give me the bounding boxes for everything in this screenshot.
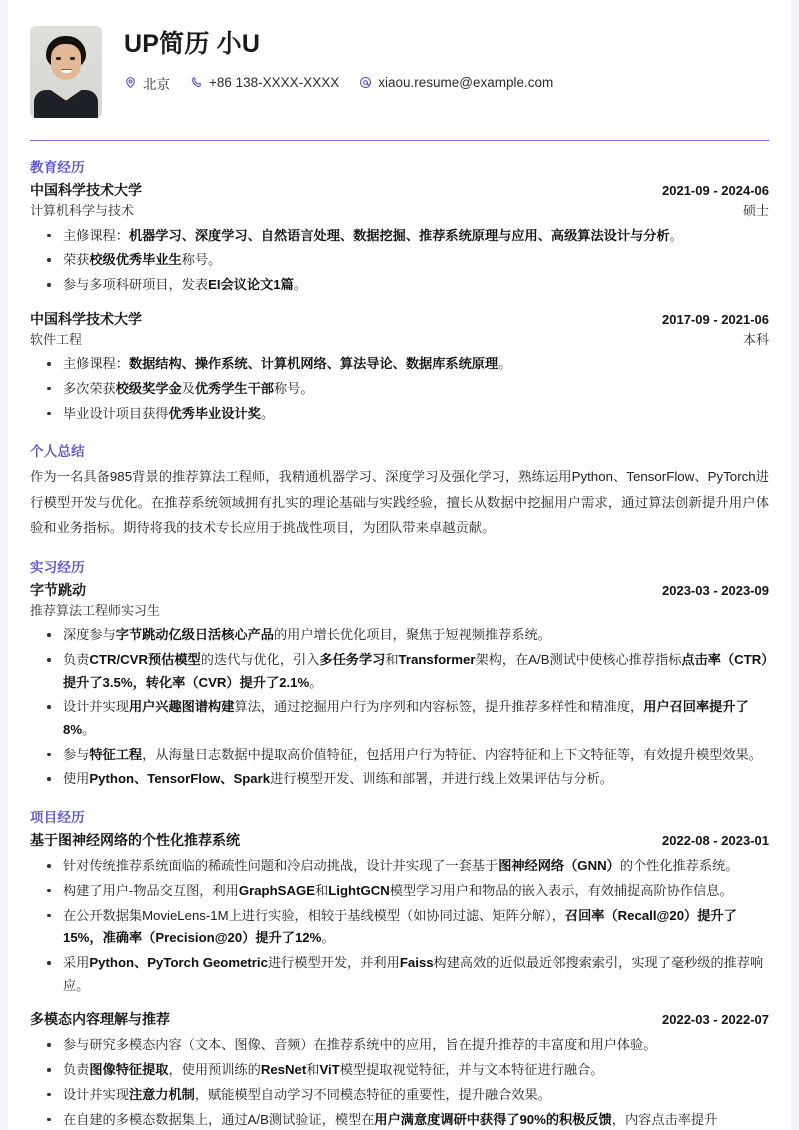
entry-role: 推荐算法工程师实习生 (30, 602, 161, 618)
section-title: 项目经历 (30, 810, 85, 826)
bullet-item: 多次荣获校级奖学金及优秀学生干部称号。 (30, 378, 769, 401)
entry-date: 2022-03 - 2022-07 (662, 1012, 769, 1028)
entry-date: 2023-03 - 2023-09 (662, 582, 769, 598)
bullet-list (30, 353, 769, 425)
bullet-item: 主修课程：机器学习、深度学习、自然语言处理、数据挖掘、推荐系统原理与应用、高级算法设计与分析。 (30, 225, 769, 248)
summary-paragraph: 作为一名具备985背景的推荐算法工程师，我精通机器学习、深度学习及强化学习，熟练运用Python、TensorFlow、PyTorch进行模型开发与优化。在推荐系统领域拥有扎实的理论基础与实践经验，擅长从数据中挖掘用户需求，通过算法创新提升用户体验和业务指标。期待将我的技术专长应用于挑战性项目，为团队带来卓越贡献。 (30, 469, 769, 536)
section-education (30, 156, 769, 425)
section-internship (30, 556, 769, 791)
entry (30, 1009, 769, 1130)
entry-org: 多模态内容理解与推荐 (30, 1011, 170, 1028)
entry-degree: 本科 (742, 331, 769, 347)
section-title: 个人总结 (30, 444, 85, 460)
entry-header-row (30, 309, 769, 330)
avatar-eye-right (70, 57, 75, 60)
entry-date: 2017-09 - 2021-06 (662, 311, 769, 327)
at-email-icon (359, 76, 372, 89)
entry-header-row (30, 830, 769, 851)
avatar (30, 26, 102, 118)
bullet-item: 参与研究多模态内容（文本、图像、音频）在推荐系统中的应用，旨在提升推荐的丰富度和用户体验。 (30, 1034, 769, 1057)
entry-date: 2021-09 - 2024-06 (662, 183, 769, 198)
candidate-name: UP简历 小U (124, 30, 261, 58)
bullet-list (30, 225, 769, 297)
bullet-item: 参与多项科研项目，发表EI会议论文1篇。 (30, 274, 769, 297)
bullet-item: 针对传统推荐系统面临的稀疏性问题和冷启动挑战，设计并实现了一套基于图神经网络（GNN）的个性化推荐系统。 (30, 855, 769, 878)
bullet-list (30, 624, 769, 791)
bullet-item: 主修课程：数据结构、操作系统、计算机网络、算法导论、数据库系统原理。 (30, 353, 769, 376)
section-title: 实习经历 (30, 559, 85, 575)
entry (30, 180, 769, 297)
bullet-item: 在公开数据集MovieLens-1M上进行实验，相较于基线模型（如协同过滤、矩阵分解），召回率（Recall@20）提升了15%，准确率（Precision@20）提升了12%。 (30, 905, 769, 950)
contact-email-value: xiaou.resume@example.com (378, 75, 554, 91)
entry-org: 中国科学技术大学 (30, 310, 142, 327)
entry-degree: 硕士 (742, 203, 769, 218)
bullet-item: 设计并实现注意力机制，赋能模型自动学习不同模态特征的重要性，提升融合效果。 (30, 1084, 769, 1107)
entry (30, 830, 769, 997)
avatar-face (51, 44, 81, 80)
bullet-list (30, 1034, 769, 1130)
bullet-item: 使用Python、TensorFlow、Spark进行模型开发、训练和部署，并进行线上效果评估与分析。 (30, 768, 769, 791)
contact-email (359, 75, 553, 90)
entry-org: 中国科学技术大学 (30, 182, 142, 198)
entry-role: 计算机科学与技术 (30, 203, 135, 218)
resume-sections (30, 156, 769, 1130)
entry-subheader-row (30, 330, 769, 350)
bullet-item: 设计并实现用户兴趣图谱构建算法，通过挖掘用户行为序列和内容标签，提升推荐多样性和精准度，用户召回率提升了8%。 (30, 696, 769, 741)
entry-subheader-row (30, 201, 769, 221)
bullet-item: 毕业设计项目获得优秀毕业设计奖。 (30, 403, 769, 426)
contact-phone-value: +86 138-XXXX-XXXX (209, 75, 340, 91)
entry-org: 基于图神经网络的个性化推荐系统 (30, 832, 240, 849)
entry-header-row (30, 1009, 769, 1030)
resume-header (30, 0, 769, 118)
bullet-item: 在自建的多模态数据集上，通过A/B测试验证，模型在用户满意度调研中获得了90%的积极反馈，内容点击率提升 (30, 1109, 769, 1130)
avatar-eye-left (56, 57, 61, 60)
section-title: 教育经历 (30, 160, 85, 175)
entry-subheader-row (30, 601, 769, 621)
bullet-list (30, 855, 769, 997)
contact-list (124, 73, 573, 93)
entry (30, 580, 769, 791)
bullet-item: 荣获校级优秀毕业生称号。 (30, 249, 769, 272)
contact-location (124, 73, 170, 93)
header-text-block (124, 26, 573, 93)
bullet-item: 深度参与字节跳动亿级日活核心产品的用户增长优化项目，聚焦于短视频推荐系统。 (30, 624, 769, 647)
bullet-item: 构建了用户-物品交互图，利用GraphSAGE和LightGCN模型学习用户和物品的嵌入表示，有效捕捉高阶协作信息。 (30, 880, 769, 903)
header-divider (30, 140, 769, 141)
avatar-jacket (34, 90, 98, 118)
location-pin-icon (124, 76, 137, 89)
entry (30, 309, 769, 426)
entry-date: 2022-08 - 2023-01 (662, 833, 769, 849)
section-projects (30, 806, 769, 1130)
bullet-item: 负责图像特征提取，使用预训练的ResNet和ViT模型提取视觉特征，并与文本特征进行融合。 (30, 1059, 769, 1082)
bullet-item: 参与特征工程，从海量日志数据中提取高价值特征，包括用户行为特征、内容特征和上下文特征等，有效提升模型效果。 (30, 744, 769, 767)
section-summary (30, 440, 769, 541)
entry-role: 软件工程 (30, 331, 83, 347)
contact-location-value: 北京 (143, 76, 170, 92)
entry-header-row (30, 580, 769, 601)
bullet-item: 采用Python、PyTorch Geometric进行模型开发，并利用Faiss构建高效的近似最近邻搜索索引，实现了毫秒级的推荐响应。 (30, 952, 769, 997)
contact-phone (190, 75, 339, 90)
entry-org: 字节跳动 (30, 581, 86, 598)
entry-header-row (30, 180, 769, 201)
bullet-item: 负责CTR/CVR预估模型的迭代与优化，引入多任务学习和Transformer架构，在A/B测试中使核心推荐指标点击率（CTR）提升了3.5%，转化率（CVR）提升了2.1%。 (30, 649, 769, 694)
phone-icon (190, 76, 203, 89)
